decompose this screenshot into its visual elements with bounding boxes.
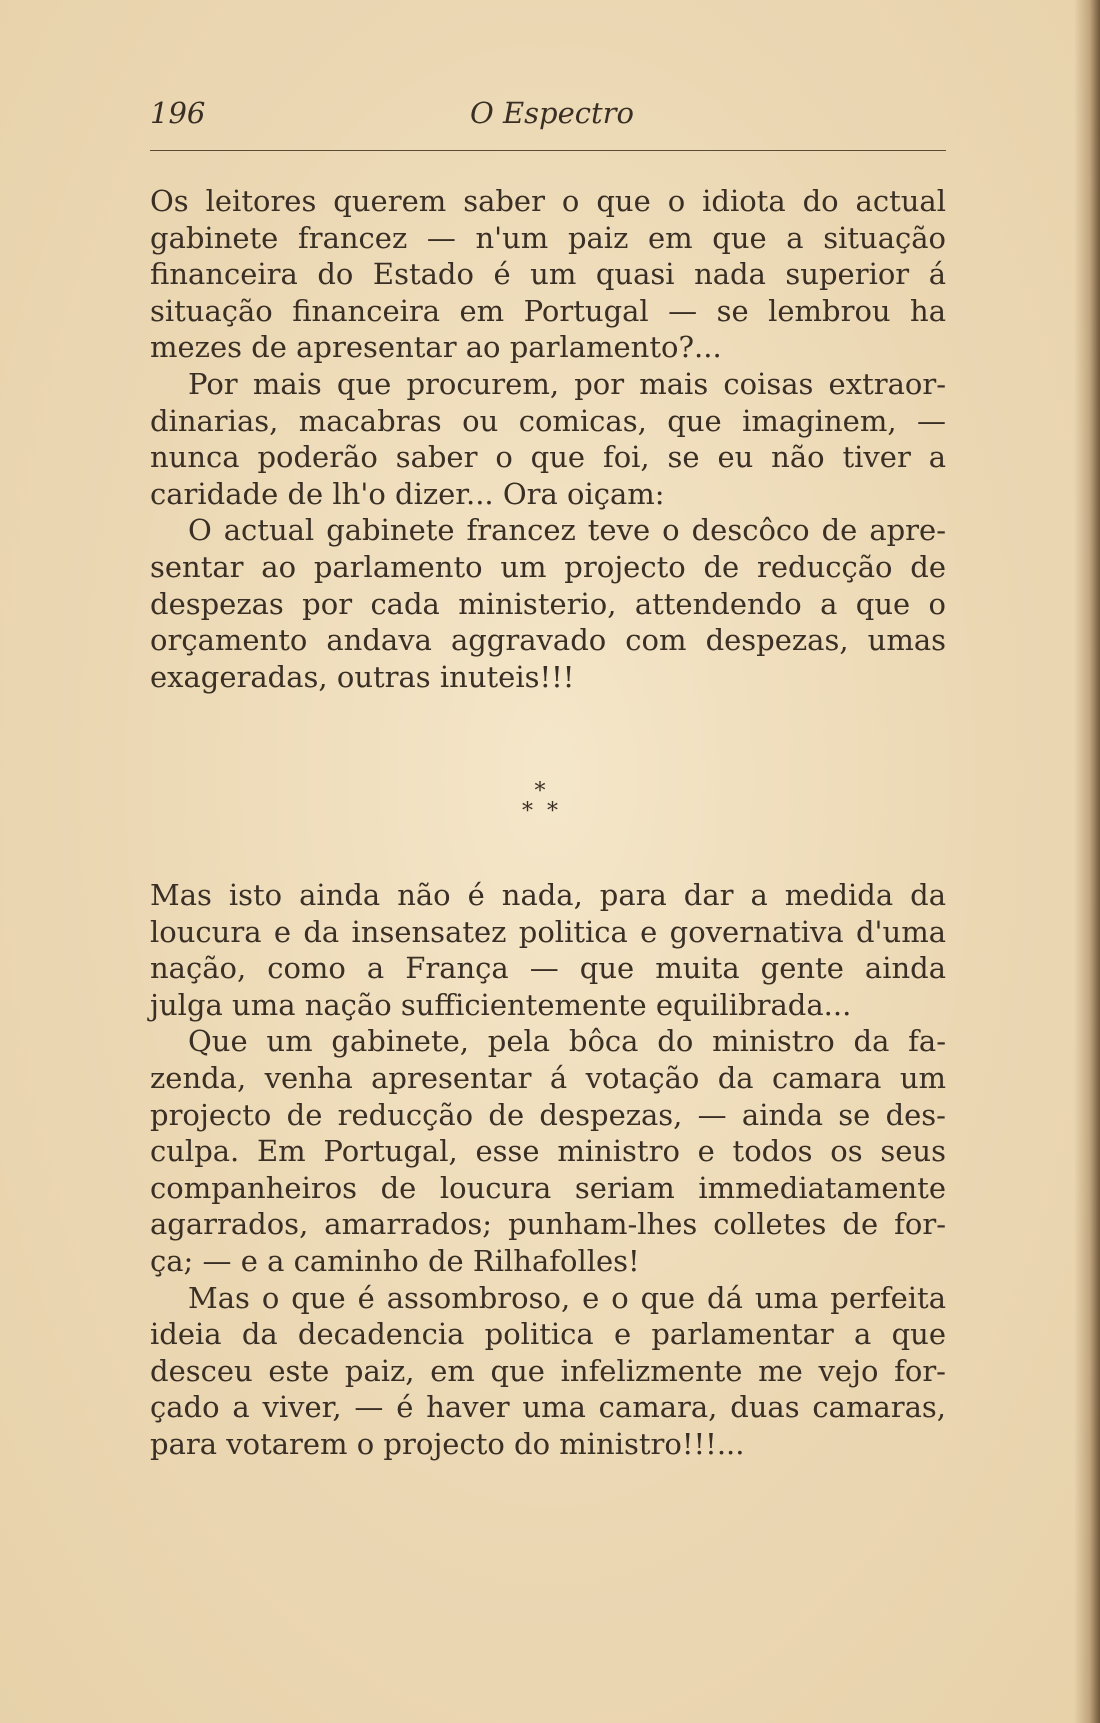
text-line: agarrados, amarrados; punham-lhes colletes de for-: [150, 1207, 946, 1242]
text-line: loucura e da insensatez politica e governativa d'uma: [150, 914, 946, 949]
text-line: Por mais que procurem, por mais coisas extraor-: [188, 366, 946, 401]
text-line: culpa. Em Portugal, esse ministro e todos os seus: [150, 1134, 946, 1169]
text-line: desceu este paiz, em que infelizmente me vejo for-: [150, 1353, 946, 1388]
text-line: mezes de apresentar ao parlamento?...: [150, 330, 722, 365]
text-line: companheiros de loucura seriam immediatamente: [150, 1170, 946, 1205]
text-line: gabinete francez — n'um paiz em que a situação: [150, 220, 946, 255]
text-line: sentar ao parlamento um projecto de reducção de: [150, 549, 946, 584]
text-line: Mas o que é assombroso, e o que dá uma perfeita: [188, 1280, 946, 1315]
text-line: caridade de lh'o dizer... Ora oiçam:: [150, 476, 665, 511]
text-line: exageradas, outras inuteis!!!: [150, 659, 575, 694]
header-rule: [150, 150, 946, 151]
text-line: Que um gabinete, pela bôca do ministro da fa-: [188, 1024, 946, 1059]
text-line: dinarias, macabras ou comicas, que imaginem, —: [150, 403, 946, 438]
text-line: para votarem o projecto do ministro!!!...: [150, 1426, 745, 1461]
page-header: [150, 96, 946, 136]
text-line: ça; — e a caminho de Rilhafolles!: [150, 1243, 640, 1278]
page-edge-shadow: [1074, 0, 1100, 1723]
text-line: julga uma nação sufficientemente equilibrada...: [150, 987, 852, 1022]
asterism-top: *: [534, 779, 546, 804]
text-line: Mas isto ainda não é nada, para dar a medida da: [150, 878, 946, 912]
text-line: situação financeira em Portugal — se lembrou ha: [150, 293, 946, 328]
text-line: despezas por cada ministerio, attendendo a que o: [150, 586, 946, 621]
running-title: O Espectro: [470, 96, 634, 130]
text-line: financeira do Estado é um quasi nada superior á: [150, 257, 946, 292]
asterism-divider: [500, 779, 580, 832]
text-section-1: [150, 183, 946, 695]
text-line: ideia da decadencia politica e parlamentar a que: [150, 1317, 946, 1352]
text-section-2: [150, 877, 946, 1463]
text-line: zenda, venha apresentar á votação da camara um: [150, 1060, 946, 1095]
text-line: O actual gabinete francez teve o descôco de apre-: [188, 513, 946, 548]
text-line: çado a viver, — é haver uma camara, duas camaras,: [150, 1390, 946, 1425]
text-line: orçamento andava aggravado com despezas, umas: [150, 623, 946, 658]
text-line: Os leitores querem saber o que o idiota do actual: [150, 184, 946, 218]
text-line: projecto de reducção de despezas, — ainda se des-: [150, 1097, 946, 1132]
page-number: 196: [150, 96, 206, 130]
text-line: nunca poderão saber o que foi, se eu não tiver a: [150, 440, 946, 475]
text-line: nação, como a França — que muita gente ainda: [150, 951, 946, 986]
asterism-bottom: * *: [522, 799, 558, 824]
